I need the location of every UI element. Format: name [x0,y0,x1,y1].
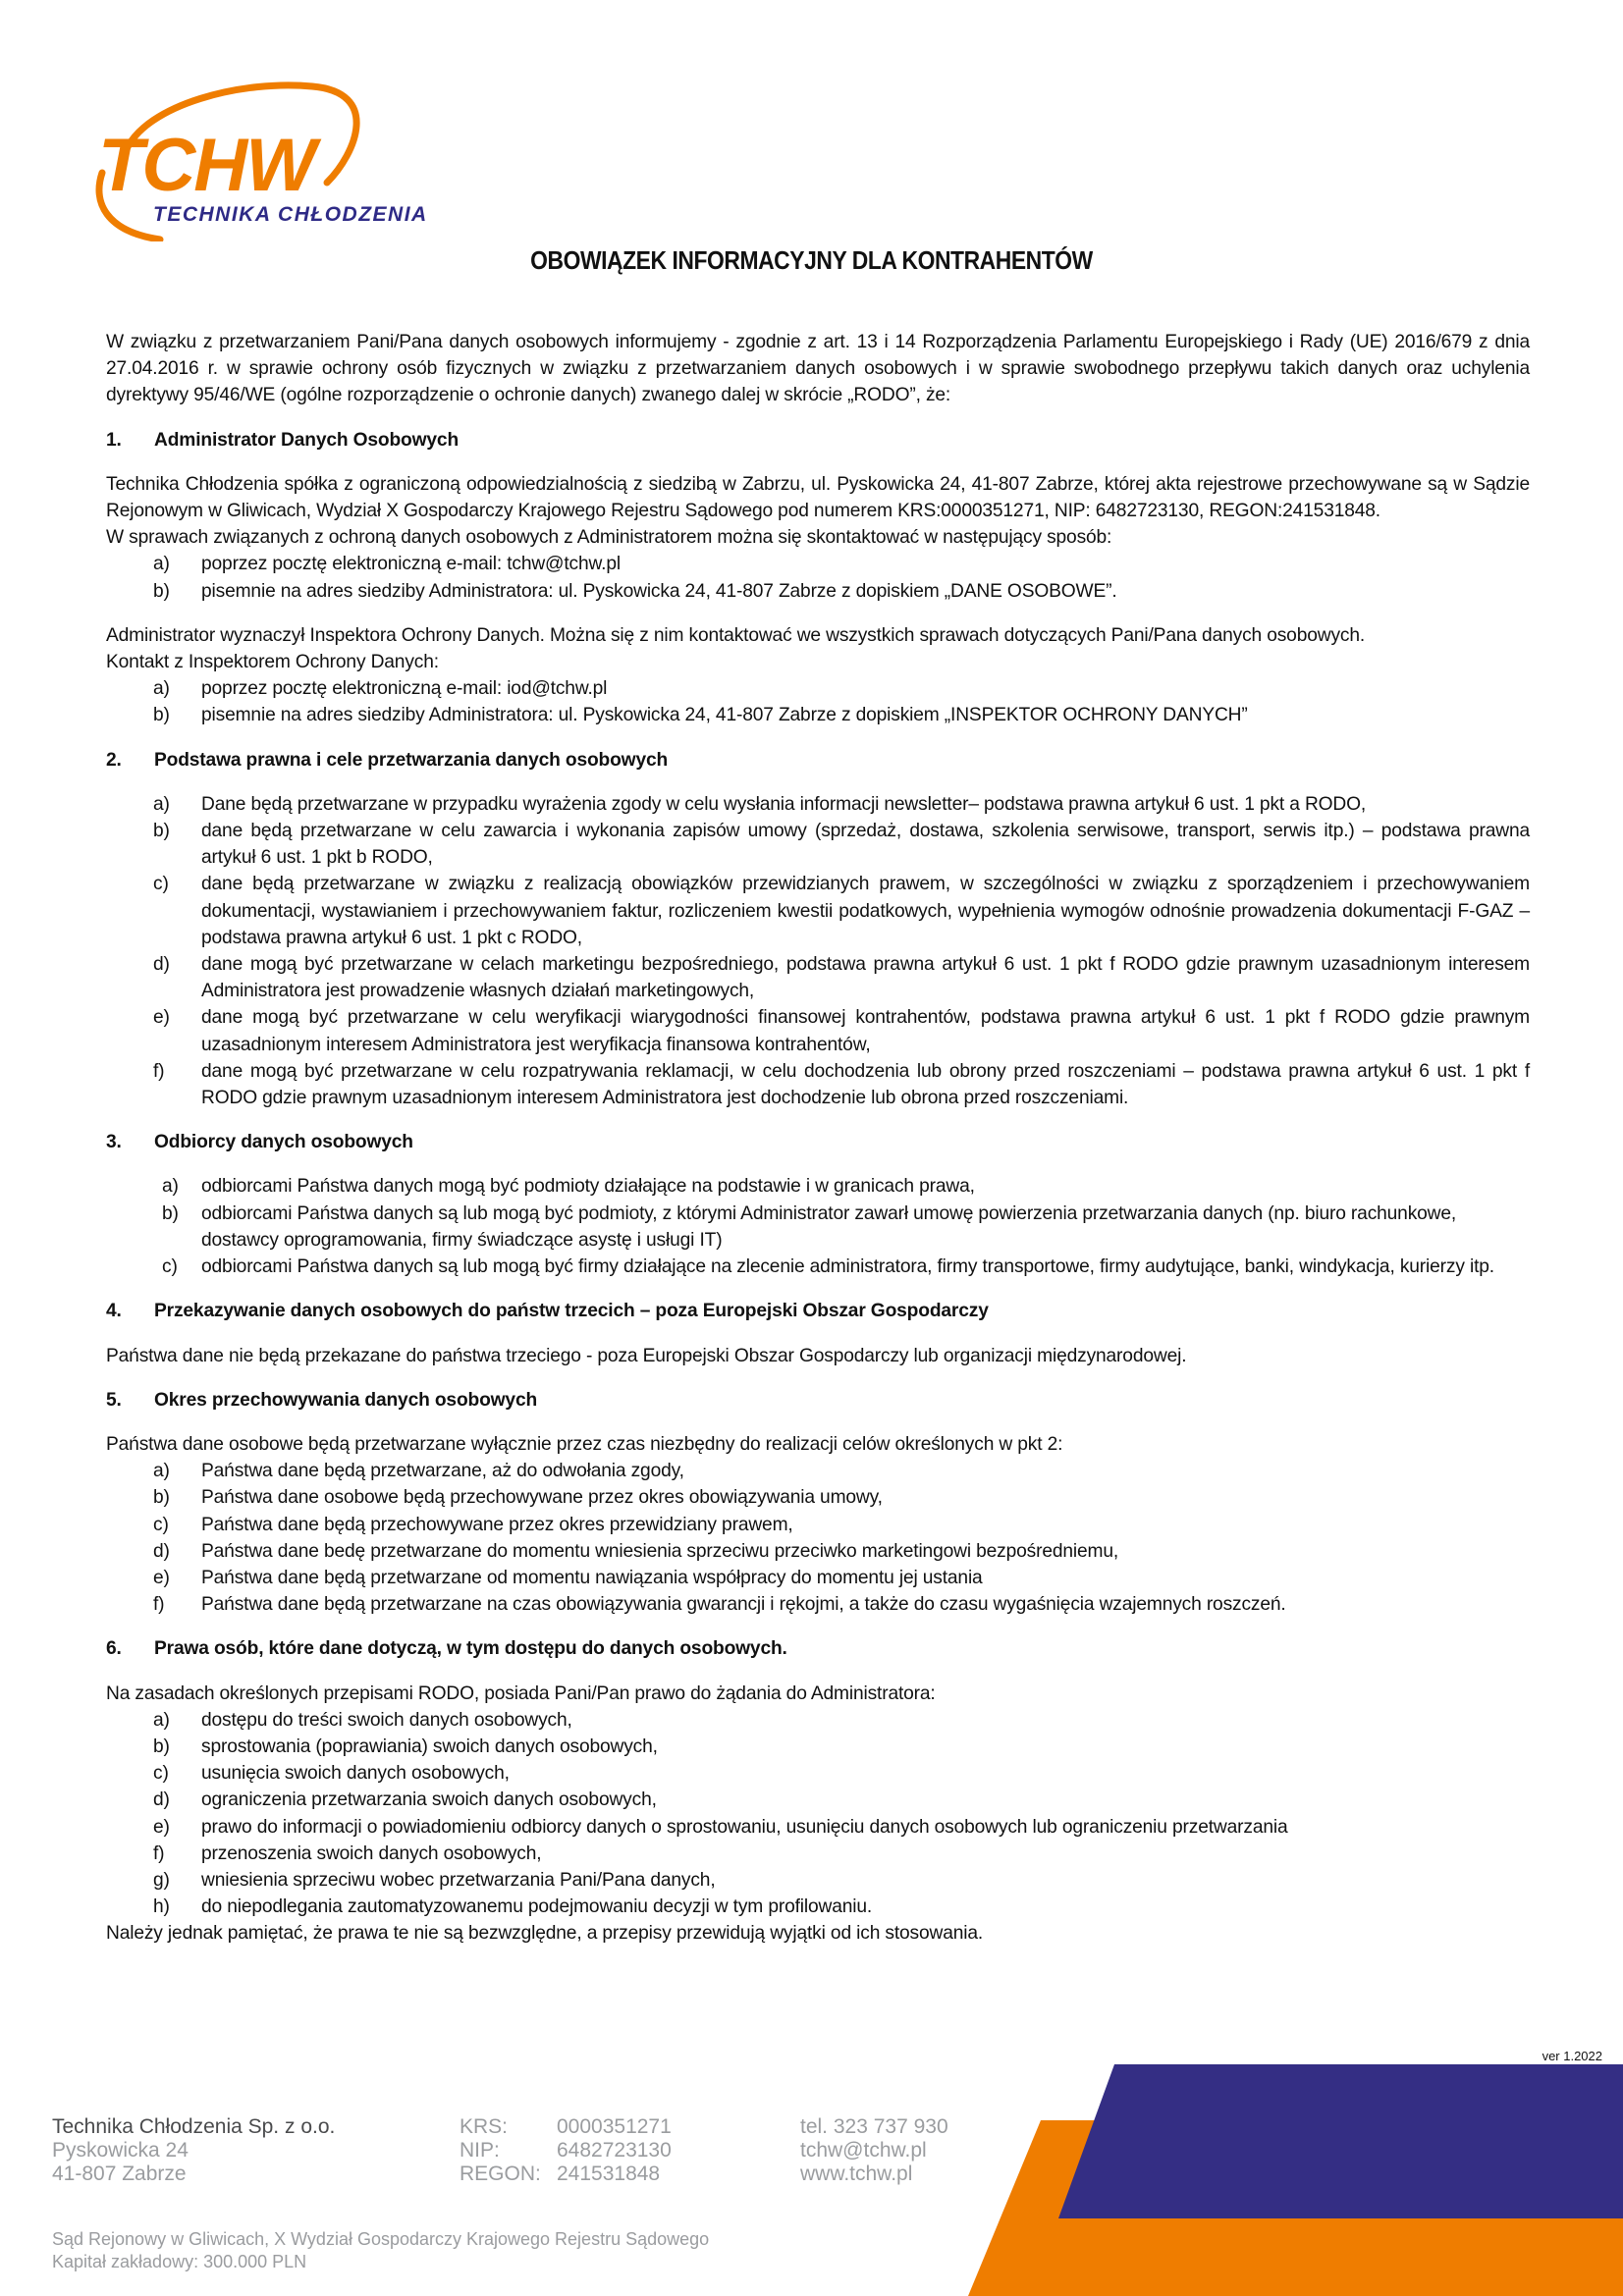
rights-paragraph: Na zasadach określonych przepisami RODO, posiada Pani/Pan prawo do żądania do Administratora: [106,1682,936,1704]
list-item: c) odbiorcami Państwa danych są lub mogą być firmy działające na zlecenie administratora, firmy transportowe, firmy audytujące, banki, windykacja, kurierzy itp. [162,1256,1494,1278]
list-item: a) poprzez pocztę elektroniczną e-mail: iod@tchw.pl [153,678,608,700]
list-item: a) odbiorcami Państwa danych mogą być podmioty działające na podstawie i w granicach prawa, [162,1176,975,1198]
list-item: f) dane mogą być przetwarzane w celu rozpatrywania reklamacji, w celu dochodzenia lub obrony przed roszczeniami – podstawa prawna artykuł 6 ust. 1 pkt f RODO gdzie prawnym uzasadnionym interesem Administratora jest dochodzenie lub obrona przed roszczeniami. [153,1060,1530,1109]
list-item: d) Państwa dane bedę przetwarzane do momentu wniesienia sprzeciwu przeciwko marketingowi bezpośredniemu, [153,1540,1119,1562]
footer-phone: tel. 323 737 930 [800,2115,948,2138]
list-item: f) przenoszenia swoich danych osobowych, [153,1842,542,1864]
list-item: c) usunięcia swoich danych osobowych, [153,1763,510,1785]
list-item: c) dane będą przetwarzane w związku z realizacją obowiązków przewidzianych prawem, w szczególności w związku z sporządzeniem i przechowywaniem dokumentacji, wystawianiem i przechowywaniem faktur, rozliczeniem kwestii podatkowych, wypełnienia wymogów odnośnie prowadzenia dokumentacji F-GAZ – podstawa prawna artykuł 6 ust. 1 pkt c RODO, [153,874,1530,948]
list-item: c) Państwa dane będą przechowywane przez okres przewidziany prawem, [153,1514,793,1535]
list-item: a) poprzez pocztę elektroniczną e-mail: tchw@tchw.pl [153,554,621,575]
footer-website-link[interactable]: www.tchw.pl [800,2163,913,2185]
list-item: e) prawo do informacji o powiadomieniu odbiorcy danych o sprostowaniu, usunięciu danych osobowych lub ograniczeniu przetwarzania [153,1816,1288,1838]
retention-paragraph: Państwa dane osobowe będą przetwarzane wyłącznie przez czas niezbędny do realizacji celów określonych w pkt 2: [106,1433,1063,1455]
document-title: OBOWIĄZEK INFORMACYJNY DLA KONTRAHENTÓW [530,245,1093,275]
list-item: h) do niepodlegania zautomatyzowanemu podejmowaniu decyzji w tym profilowaniu. [153,1896,873,1918]
tchw-logo [86,75,460,241]
list-item: d) dane mogą być przetwarzane w celach marketingu bezpośredniego, podstawa prawna artykuł 6 ust. 1 pkt f RODO gdzie prawnym uzasadnionym interesem Administratora jest prowadzenie własnych działań marketingowych, [153,954,1530,1002]
list-item: a) Dane będą przetwarzane w przypadku wyrażenia zgody w celu wysłania informacji newsletter– podstawa prawna artykuł 6 ust. 1 pkt a RODO, [153,793,1367,815]
list-item: b) sprostowania (poprawiania) swoich danych osobowych, [153,1735,658,1757]
list-item: a) Państwa dane będą przetwarzane, aż do odwołania zgody, [153,1461,684,1482]
administrator-contact-list [106,551,1530,604]
section-4-heading: 4. Przekazywanie danych osobowych do państw trzecich – poza Europejski Obszar Gospodarczy [106,1301,989,1322]
footer-legal: Sąd Rejonowy w Gliwicach, X Wydział Gospodarczy Krajowego Rejestru Sądowego Kapitał zakładowy: 300.000 PLN [52,2229,710,2271]
transfer-paragraph: Państwa dane nie będą przekazane do państwa trzeciego - poza Europejski Obszar Gospodarczy lub organizacji międzynarodowej. [106,1345,1187,1366]
footer-contact [800,2115,948,2186]
list-item: b) dane będą przetwarzane w celu zawarcia i wykonania zapisów umowy (sprzedaż, dostawa, szkolenia serwisowe, transport, serwis itp.) – podstawa prawna artykuł 6 ust. 1 pkt b RODO, [153,821,1530,869]
iod-contact-list [106,675,1530,728]
administrator-contact-intro: W sprawach związanych z ochroną danych osobowych z Administratorem można się skontaktować w następujący sposób: [106,527,1112,549]
document-body [106,329,1530,1948]
retention-list [106,1458,1530,1618]
svg-text:TCHW: TCHW [98,124,314,207]
registry-row: REGON: 241531848 [460,2163,661,2185]
section-2-heading: 2. Podstawa prawna i cele przetwarzania danych osobowych [106,749,669,771]
list-item: g) wniesienia sprzeciwu wobec przetwarzania Pani/Pana danych, [153,1869,716,1891]
list-item: e) dane mogą być przetwarzane w celu weryfikacji wiarygodności finansowej kontrahentów, podstawa prawna artykuł 6 ust. 1 pkt f RODO gdzie prawnym uzasadnionym interesem Administratora jest weryfikacja finansowa kontrahentów, [153,1007,1530,1055]
list-item: b) pisemnie na adres siedziby Administratora: ul. Pyskowicka 24, 41-807 Zabrze z dopiskiem „INSPEKTOR OCHRONY DANYCH” [153,705,1248,726]
list-item: d) ograniczenia przetwarzania swoich danych osobowych, [153,1789,657,1811]
rights-closing: Należy jednak pamiętać, że prawa te nie są bezwzględne, a przepisy przewidują wyjątki od ich stosowania. [106,1923,984,1945]
list-item: f) Państwa dane będą przetwarzane na czas obowiązywania gwarancji i rękojmi, a także do czasu wygaśnięcia wzajemnych roszczeń. [153,1594,1286,1616]
intro-paragraph: W związku z przetwarzaniem Pani/Pana danych osobowych informujemy - zgodnie z art. 13 i 14 Rozporządzenia Parlamentu Europejskiego i Rady (UE) 2016/679 z dnia 27.04.2016 r. w sprawie ochrony osób fizycznych w związku z przetwarzaniem danych osobowych i w sprawie swobodnego przepływu takich danych oraz uchylenia dyrektywy 95/46/WE (ogólne rozporządzenie o ochronie danych) zwanego dalej w skrócie „RODO”, że: [106,332,1530,406]
list-item: b) pisemnie na adres siedziby Administratora: ul. Pyskowicka 24, 41-807 Zabrze z dopiskiem „DANE OSOBOWE”. [153,580,1117,602]
legal-basis-list [106,791,1530,1111]
version-label: ver 1.2022 [1542,2049,1602,2063]
administrator-paragraph: Technika Chłodzenia spółka z ograniczoną odpowiedzialnością z siedzibą w Zabrzu, ul. Pyskowicka 24, 41-807 Zabrze, której akta rejestrowe przechowywane są w Sądzie Rejonowym w Gliwicach, Wydział X Gospodarczy Krajowego Rejestru Sądowego pod numerem KRS:0000351271, NIP: 6482723130, REGON:241531848. [106,473,1530,522]
section-5-heading: 5. Okres przechowywania danych osobowych [106,1389,538,1411]
svg-text:TECHNIKA CHŁODZENIA: TECHNIKA CHŁODZENIA [153,203,428,226]
tchw-logo-icon [86,75,460,241]
list-item: b) Państwa dane osobowe będą przechowywane przez okres obowiązywania umowy, [153,1487,883,1509]
registry-row: KRS: 0000351271 [460,2115,672,2138]
list-item: e) Państwa dane będą przetwarzane od momentu nawiązania współpracy do momentu jej ustania [153,1567,983,1588]
registry-row: NIP: 6482723130 [460,2139,672,2162]
rights-list [106,1707,1530,1921]
section-3-heading: 3. Odbiorcy danych osobowych [106,1132,413,1153]
iod-contact-intro: Kontakt z Inspektorem Ochrony Danych: [106,652,439,673]
iod-paragraph: Administrator wyznaczył Inspektora Ochrony Danych. Można się z nim kontaktować we wszystkich sprawach dotyczących Pani/Pana danych osobowych. [106,624,1366,646]
footer-email-link[interactable]: tchw@tchw.pl [800,2139,927,2162]
list-item: b) odbiorcami Państwa danych są lub mogą być podmioty, z którymi Administrator zawarł umowę powierzenia przetwarzania danych (np. biuro rachunkowe, dostawcy oprogramowania, firmy świadczące asystę i usługi IT) [162,1202,1457,1251]
section-1-heading: 1. Administrator Danych Osobowych [106,429,460,451]
footer-company: Technika Chłodzenia Sp. z o.o. Pyskowicka 24 41-807 Zabrze [52,2115,336,2185]
recipients-list [106,1173,1530,1280]
section-6-heading: 6. Prawa osób, które dane dotyczą, w tym dostępu do danych osobowych. [106,1638,787,1660]
footer-registry [460,2115,672,2186]
list-item: a) dostępu do treści swoich danych osobowych, [153,1709,572,1731]
